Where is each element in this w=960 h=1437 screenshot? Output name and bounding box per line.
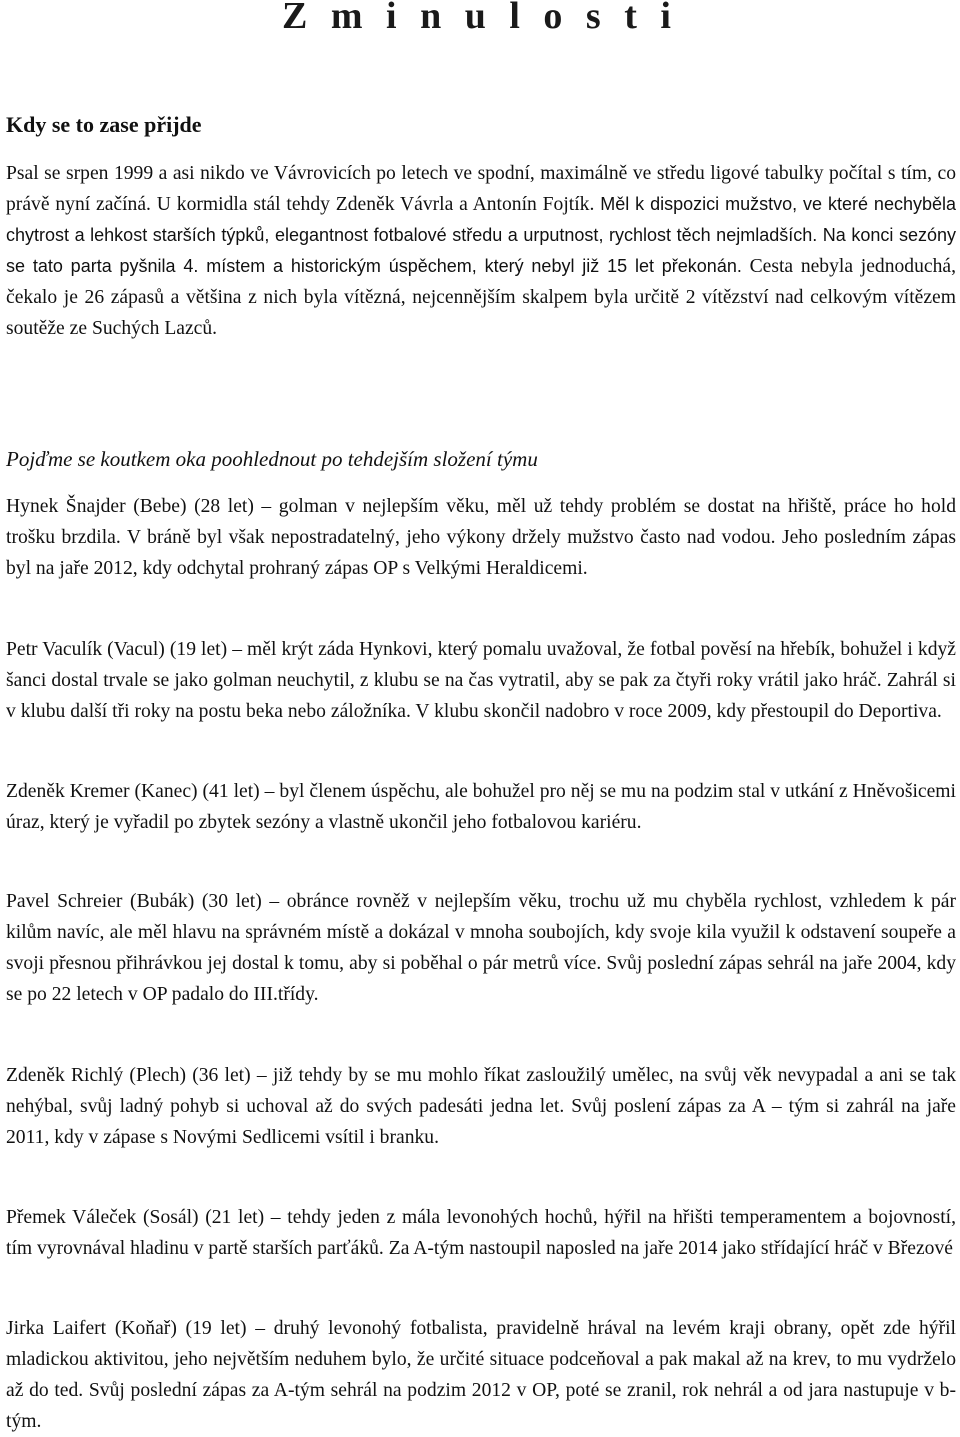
- player-paragraph: Zdeněk Richlý (Plech) (36 let) – již tehdy by se mu mohlo říkat zasloužilý umělec, na svůj věk nevypadal a ani se tak nehýbal, svůj ladný pohyb si uchoval až do svých padesáti jedna let. Svůj poslení zápas za A – tým si zahrál na jaře 2011, kdy v zápase s Novými Sedlicemi vsítil i branku.: [6, 1065, 956, 1148]
- player-paragraph: Zdeněk Kremer (Kanec) (41 let) – byl členem úspěchu, ale bohužel pro něj se mu na podzim stal v utkání z Hněvošicemi úraz, který je vyřadil po zbytek sezóny a vlastně ukončil jeho fotbalovou kariéru.: [6, 781, 956, 833]
- intro-paragraph: [6, 158, 956, 344]
- intro-text-part2: Měl k dispozici mužstvo, ve které nechyběla chytrost a lehkost starších týpků, elegantnost fotbalové středu a urputnost, rychlost těch nejmladších. Na konci sezóny se tato parta pyšnila 4. místem a historickým úspěchem, který nebyl již 15 let překonán.: [6, 194, 956, 276]
- player-paragraph: Hynek Šnajder (Bebe) (28 let) – golman v nejlepším věku, měl už tehdy problém se dostat na hřiště, práce ho hold trošku brzdila. V bráně byl však nepostradatelný, jeho výkony držely mužstvo často nad vodou. Jeho posledním zápas byl na jaře 2012, kdy odchytal prohraný zápas OP s Velkými Heraldicemi.: [6, 496, 956, 579]
- intro-text-part3: Cesta nebyla jednoduchá, čekalo je 26 zápasů a většina z nich byla vítězná, nejcennějším skalpem byla určitě 2 vítězství nad celkovým vítězem soutěže ze Suchých Lazců.: [6, 256, 956, 339]
- player-paragraph: Pavel Schreier (Bubák) (30 let) – obránce rovněž v nejlepším věku, trochu už mu chyběla rychlost, vzhledem k pár kilům navíc, ale měl hlavu na správném místě a dokázal v mnoha soubojích, kdy svoje kila využil k odstavení soupeře a svoji přesnou přihrávkou jej dostal k tomu, aby si poběhal o pár metrů více. Svůj poslední zápas sehrál na jaře 2004, kdy se po 22 letech v OP padalo do III.třídy.: [6, 891, 956, 1005]
- player-paragraph: Přemek Váleček (Sosál) (21 let) – tehdy jeden z mála levonohých hochů, hýřil na hřišti temperamentem a bojovností, tím vyrovnával hladinu v partě starších parťáků. Za A-tým nastoupil naposled na jaře 2014 jako střídající hráč v Březové: [6, 1207, 956, 1259]
- team-subheading: Pojďme se koutkem oka poohlednout po tehdejším složení týmu: [6, 447, 538, 471]
- player-paragraph: Jirka Laifert (Koňař) (19 let) – druhý levonohý fotbalista, pravidelně hrával na levém kraji obrany, opět zde hýřil mladickou aktivitou, jeho největším neduhem bylo, že určité situace podceňoval a pak makal až na krev, to mu vydrželo až do ted. Svůj poslední zápas za A-tým sehrál na podzim 2012 v OP, poté se zranil, rok nehrál a od jara nastupuje v b-tým.: [6, 1318, 956, 1432]
- page-title: Z m i n u l o s t i: [282, 0, 678, 37]
- intro-text-part1: Psal se srpen 1999 a asi nikdo ve Vávrovicích po letech ve spodní, maximálně ve středu ligové tabulky počítal s tím, co právě nyní začíná. U kormidla stál tehdy Zdeněk Vávrla a Antonín Fojtík.: [6, 163, 956, 215]
- section-heading: Kdy se to zase přijde: [6, 112, 202, 137]
- player-paragraph: Petr Vaculík (Vacul) (19 let) – měl krýt záda Hynkovi, který pomalu uvažoval, že fotbal pověsí na hřebík, bohužel i když šanci dostal trvale se jako golman neuchytil, z klubu se na čas vytratil, aby se pak za čtyři roky vrátil jako hráč. Zahrál si v klubu další tři roky na postu beka nebo záložníka. V klubu skončil nadobro v roce 2009, kdy přestoupil do Deportiva.: [6, 639, 956, 722]
